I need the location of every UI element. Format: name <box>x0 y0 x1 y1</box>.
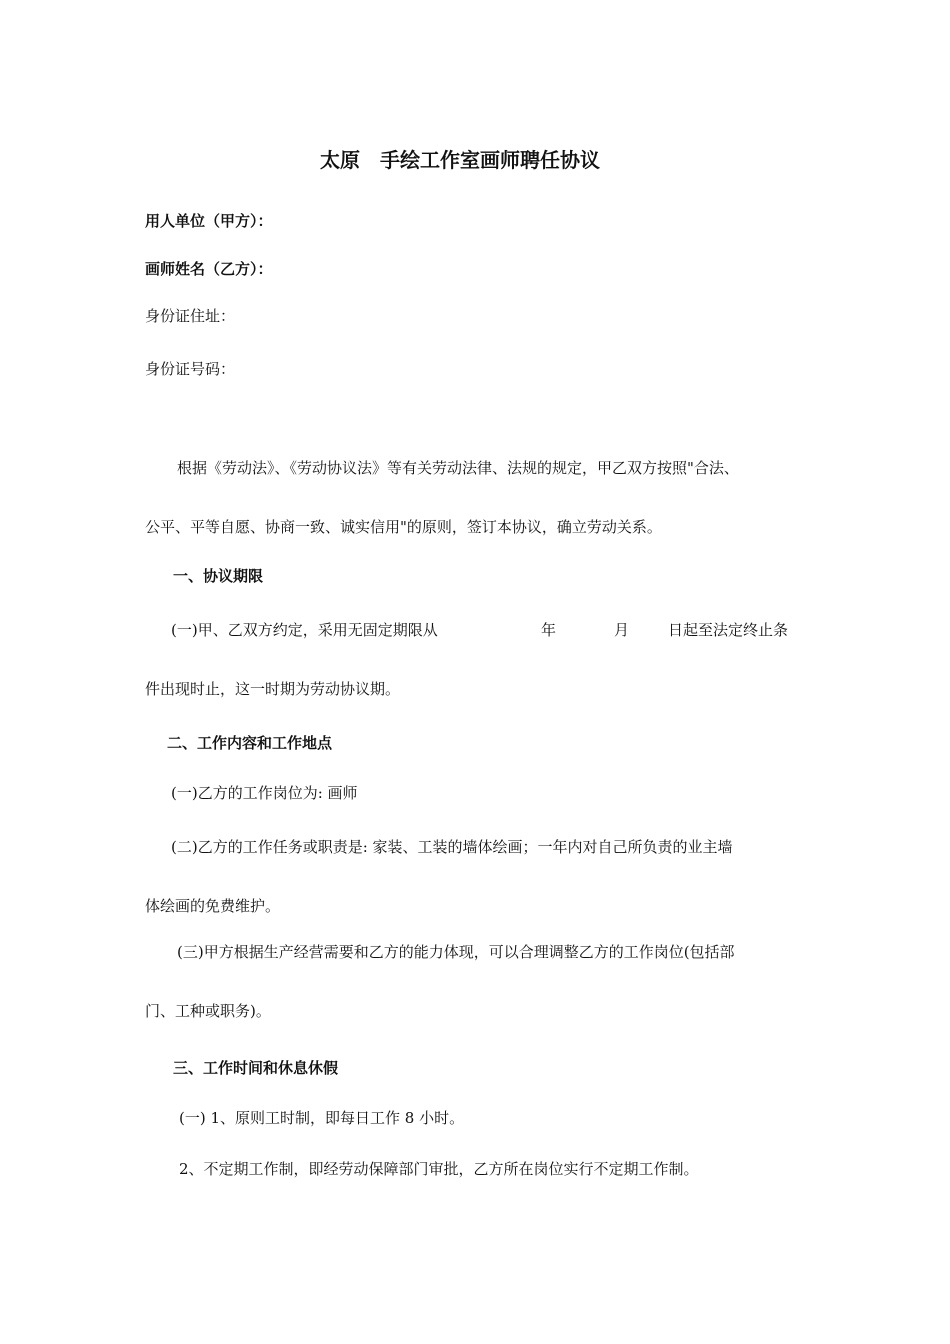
preamble-line-2: 公平、平等自愿、协商一致、诚实信用"的原则，签订本协议，确立劳动关系。 <box>145 518 662 536</box>
preamble-line-1: 根据《劳动法》、《劳动协议法》等有关劳动法律、法规的规定，甲乙双方按照"合法、 <box>177 459 739 477</box>
section-1-p1-end: 日起至法定终止条 <box>668 621 789 639</box>
section-2-heading: 二、工作内容和工作地点 <box>167 734 333 752</box>
document-title: 太原 手绘工作室画师聘任协议 <box>320 148 600 172</box>
section-2-item-3-line-2: 门、工种或职务)。 <box>145 1002 271 1020</box>
section-2-item-3-line-1: (三)甲方根据生产经营需要和乙方的能力体现，可以合理调整乙方的工作岗位(包括部 <box>177 943 735 961</box>
section-3-heading: 三、工作时间和休息休假 <box>173 1059 339 1077</box>
section-1-p1-start: (一)甲、乙双方约定，采用无固定期限从 <box>171 621 438 639</box>
painter-name-field-label: 画师姓名（乙方）： <box>145 260 273 278</box>
section-2-item-1: (一)乙方的工作岗位为: 画师 <box>171 784 358 802</box>
id-number-field-label: 身份证号码： <box>145 360 236 378</box>
employer-field-label: 用人单位（甲方）： <box>145 212 273 230</box>
section-2-item-2-line-2: 体绘画的免费维护。 <box>145 897 281 915</box>
section-1-p1-year: 年 <box>541 621 557 639</box>
id-address-field-label: 身份证住址： <box>145 307 236 325</box>
section-2-item-2-line-1: (二)乙方的工作任务或职责是: 家装、工装的墙体绘画；一年内对自己所负责的业主墙 <box>171 838 733 856</box>
section-3-item-2: 2、不定期工作制，即经劳动保障部门审批，乙方所在岗位实行不定期工作制。 <box>179 1160 699 1178</box>
section-3-item-1: (一) 1、原则工时制，即每日工作 8 小时。 <box>179 1109 465 1127</box>
section-1-p1-month: 月 <box>614 621 630 639</box>
section-1-heading: 一、协议期限 <box>173 567 264 585</box>
section-1-p1-line-2: 件出现时止，这一时期为劳动协议期。 <box>145 680 401 698</box>
